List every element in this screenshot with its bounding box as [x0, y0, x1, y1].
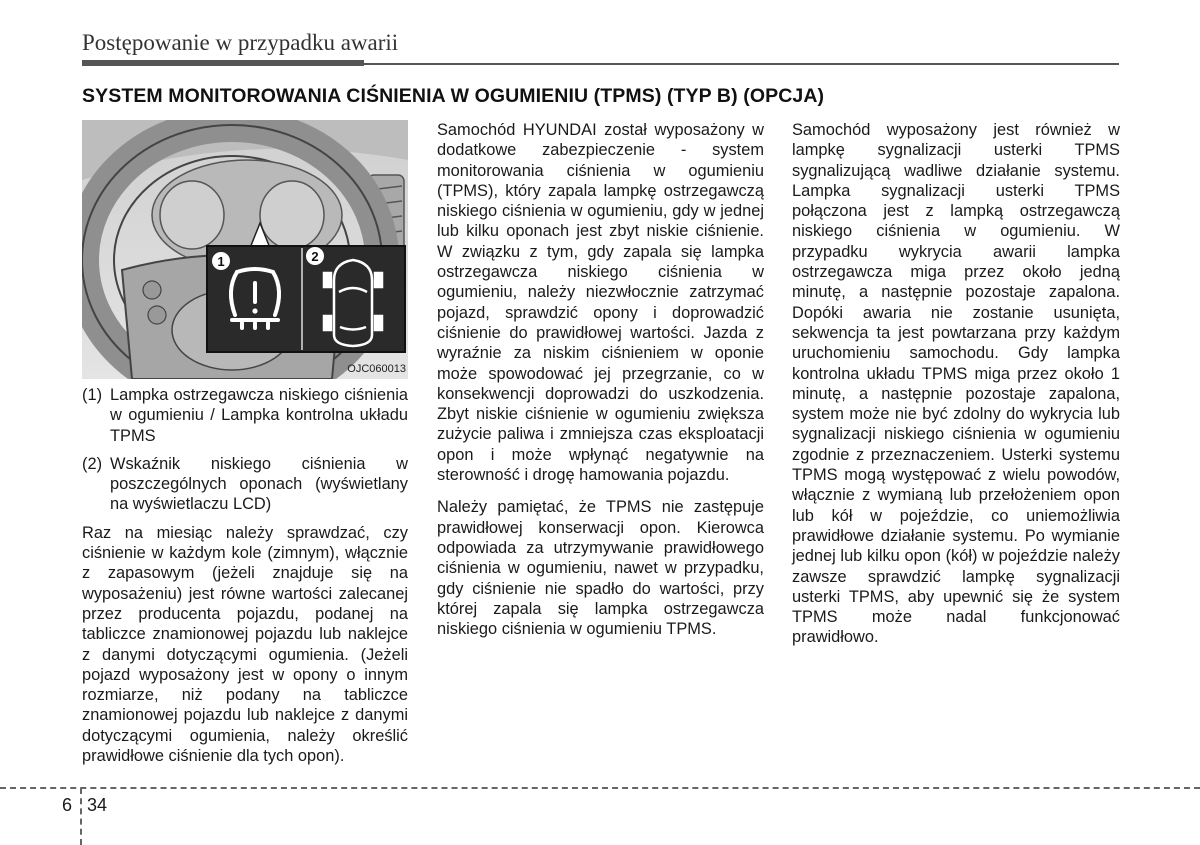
- callout-1-label: 1: [217, 254, 225, 269]
- footer-vertical-divider: [80, 788, 82, 845]
- list-item-text: Wskaźnik niskiego ciśnienia w poszczególnych oponach (wyświetlany na wyświetlaczu LCD): [110, 454, 408, 514]
- page-header-title: Postępowanie w przypadku awarii: [82, 30, 399, 55]
- list-item-number: (2): [82, 454, 103, 473]
- paragraph-monthly-check: Raz na miesiąc należy sprawdzać, czy ciśnienie w każdym kole (zimnym), włącznie z zapasowym (jeżeli znajduje się na wyposażeniu) jest równe wartości zalecanej przez producenta pojazdu, podanej na tabliczce znamionowej pojazdu lub naklejce z danymi dotyczącymi ogumienia. (Jeżeli pojazd wyposażony jest w opony o innym rozmiarze, niż podany na tabliczce znamionowej pojazdu lub naklejce z danymi dotyczącymi ogumienia, należy określić prawidłowe ciśnienie dla tych opon).: [82, 523, 408, 766]
- list-item: [82, 385, 408, 446]
- figure-code: OJC060013: [347, 363, 406, 375]
- list-item: [82, 454, 408, 515]
- list-item-number: (1): [82, 386, 103, 404]
- header-rule-thin: [364, 63, 1119, 65]
- dashboard-illustration: [82, 120, 408, 379]
- callout-2-label: 2: [311, 249, 319, 264]
- paragraph-tpms-intro: Samochód HYUNDAI został wyposażony w dodatkowe zabezpieczenie - system monitorowania ciśnienia w ogumieniu (TPMS), który zapala lampkę ostrzegawczą niskiego ciśnienia w ogumieniu, gdy w jednej lub kilku oponach jest zbyt niskie ciśnienie. W związku z tym, gdy zapala się lampka ostrzegawcza niskiego ciśnienia w ogumieniu, należy niezwłocznie zatrzymać pojazd, sprawdzić opony i doprowadzić ciśnienie do prawidłowej wartości. Jazda z wyraźnie za niskim ciśnieniem w oponie może spowodować jej przegrzanie, co w konsekwencji doprowadzi do uszkodzenia. Zbyt niskie ciśnienie w ogumieniu zwiększa zużycie paliwa i zmniejsza czas eksploatacji opon i może wpłynąć negatywnie na sterowność i drogę hamowania pojazdu.: [437, 121, 764, 485]
- header-rule-thick: [82, 60, 364, 66]
- list-item-text: Lampka ostrzegawcza niskiego ciśnienia w ogumieniu / Lampka kontrolna układu TPMS: [110, 386, 408, 445]
- chapter-number: 6: [62, 795, 73, 815]
- section-title: SYSTEM MONITOROWANIA CIŚNIENIA W OGUMIENIU (TPMS) (TYP B) (OPCJA): [82, 85, 825, 107]
- paragraph-tpms-maintenance: Należy pamiętać, że TPMS nie zastępuje prawidłowej konserwacji opon. Kierowca odpowiada za utrzymywanie prawidłowego ciśnienia w ogumieniu, nawet w przypadku, gdy ciśnienie nie spadło do wartości, przy której zapala się lampka ostrzegawcza niskiego ciśnienia w ogumieniu TPMS.: [437, 498, 764, 639]
- footer-divider: [0, 787, 1200, 789]
- column-2: [437, 120, 764, 651]
- steering-wheel-diagram: [82, 120, 408, 379]
- column-1: [82, 385, 408, 778]
- paragraph-tpms-malfunction: Samochód wyposażony jest również w lampkę sygnalizacji usterki TPMS sygnalizującą wadliwe działanie systemu. Lampka sygnalizacji usterki TPMS połączona jest z lampką ostrzegawczą niskiego ciśnienia w ogumieniu. W przypadku wykrycia awarii lampka ostrzegawcza miga przez około jedną minutę, a następnie pozostaje zapalona. Dopóki awaria nie zostanie usunięta, sekwencja ta jest powtarzana przy każdym uruchomieniu samochodu. Gdy lampka kontrolna układu TPMS miga przez około 1 minutę, a następnie pozostaje zapalona, system może nie być zdolny do wykrycia lub sygnalizacji niskiego ciśnienia w ogumieniu zgodnie z przeznaczeniem. Usterki systemu TPMS mogą występować z wielu powodów, włącznie z wymianą lub przełożeniem opon lub kół w pojeździe, co uniemożliwia prawidłowe działanie systemu. Po wymianie jednej lub kilku opon (kół) w pojeździe należy zawsze sprawdzić lampkę sygnalizacji usterki TPMS, aby upewnić się że system TPMS może nadal funkcjonować prawidłowo.: [792, 121, 1120, 647]
- page-number: 34: [87, 795, 108, 815]
- column-3: [792, 120, 1120, 660]
- warning-panel: [207, 246, 405, 352]
